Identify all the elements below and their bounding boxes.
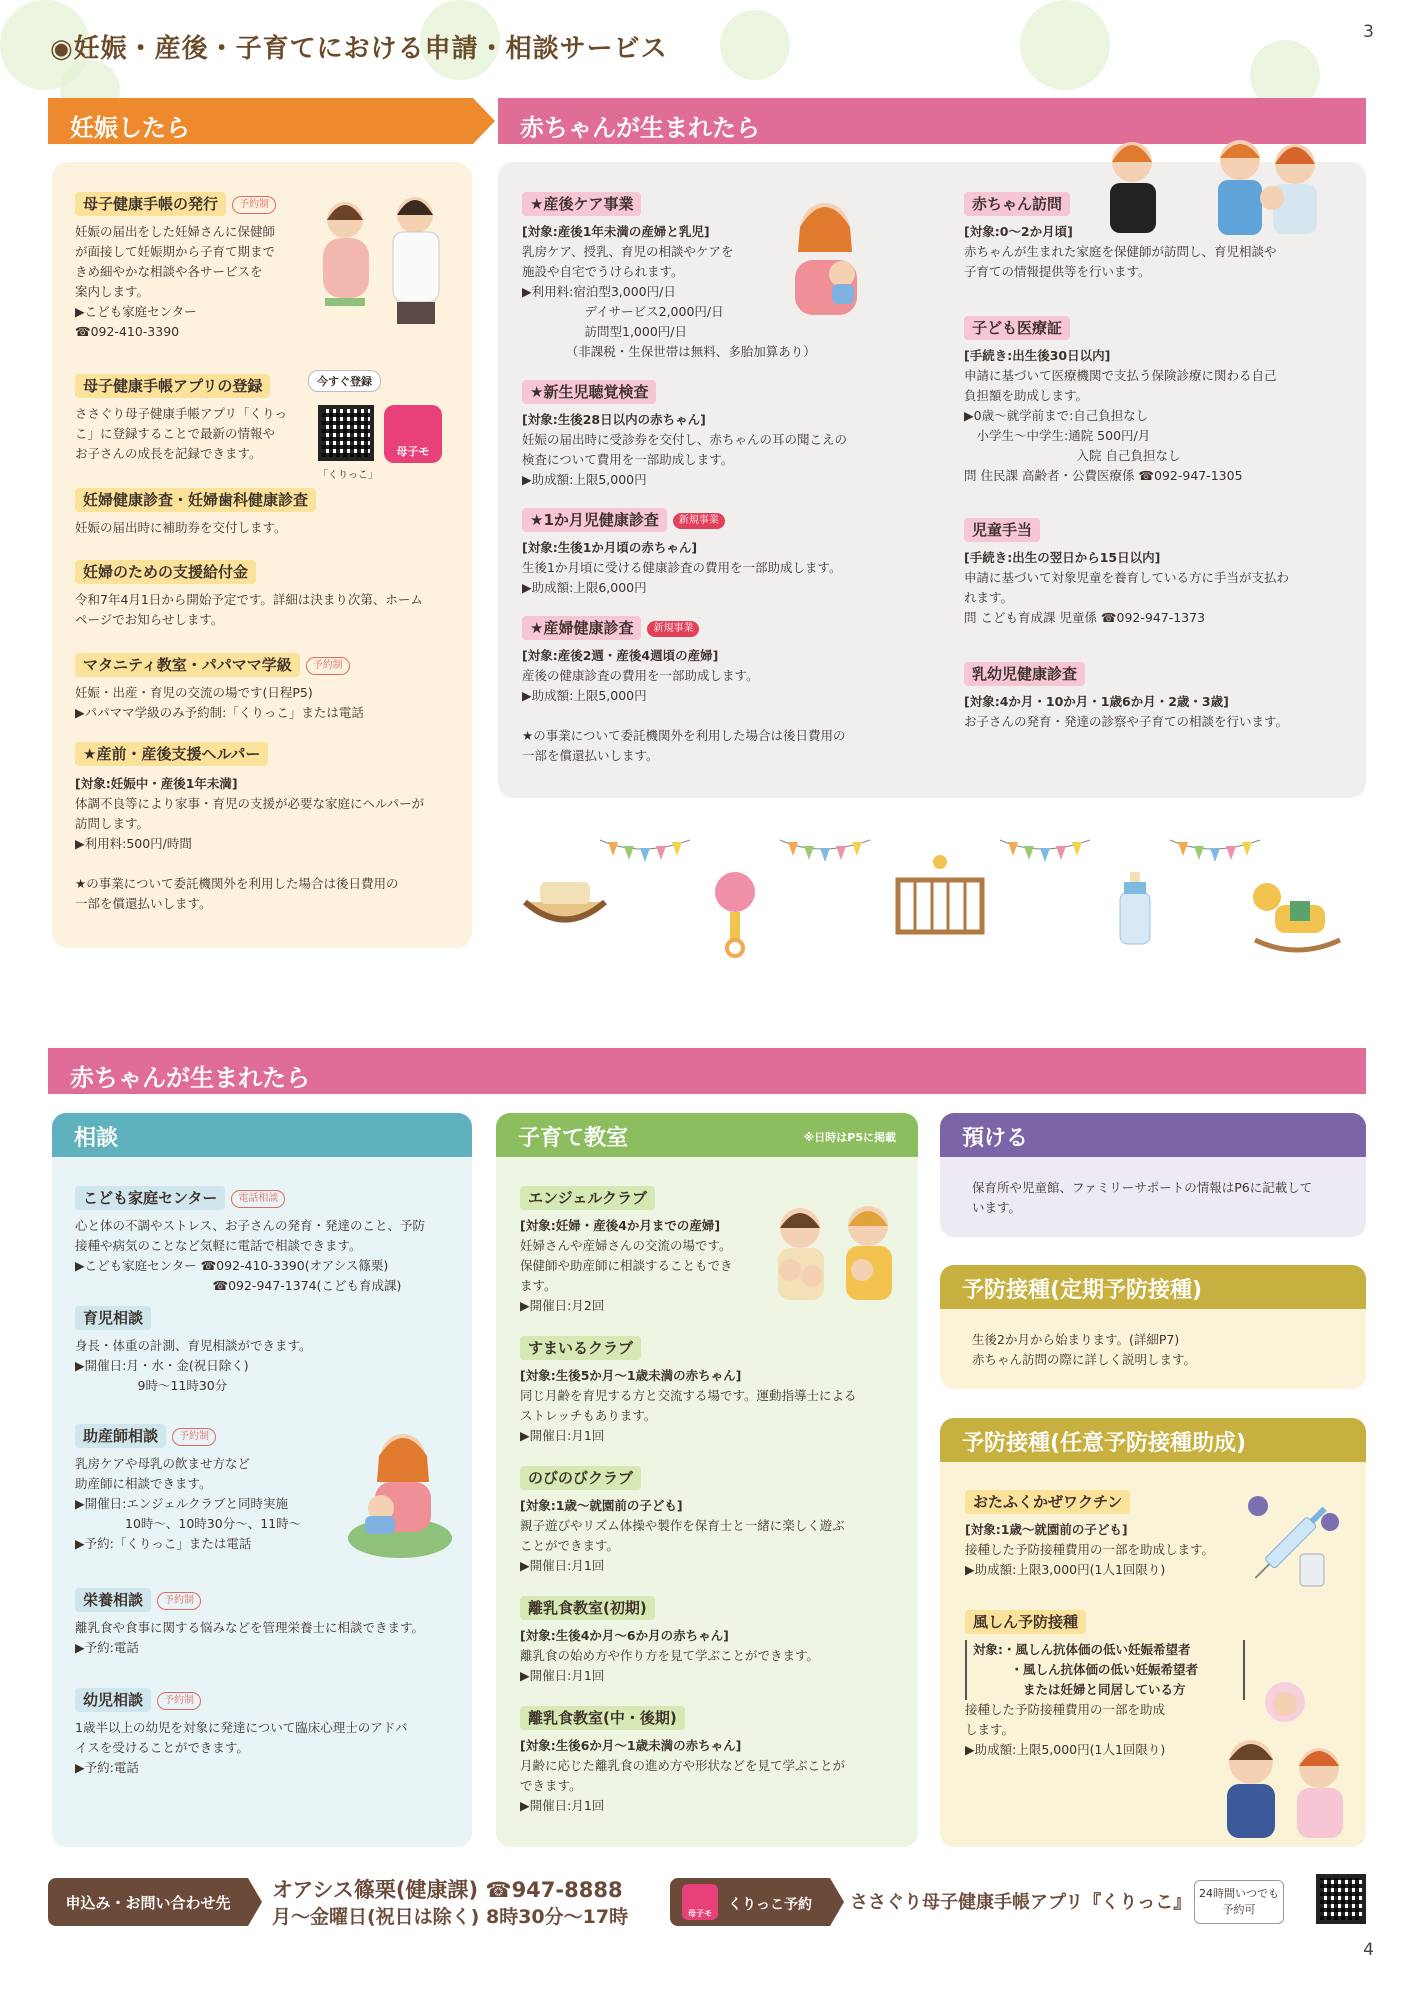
contact-label: 申込み・お問い合わせ先 [48, 1878, 248, 1926]
syringe-icon [1230, 1492, 1350, 1592]
item-body: 妊娠の届出時に補助券を交付します。 [75, 520, 287, 535]
item-target: [対象:1歳～就園前の子ども] [520, 1498, 683, 1513]
item-target: [対象:4か月・10か月・1歳6か月・2歳・3歳] [964, 694, 1229, 709]
consult-item-midwife [75, 1424, 355, 1554]
new-badge: 新規事業 [647, 621, 699, 637]
item-target: [対象:0～2か月頃] [964, 224, 1073, 239]
contact-hours: 月～金曜日(祝日は除く) 8時30分～17時 [272, 1906, 629, 1928]
class-item-nobinobi [520, 1466, 910, 1576]
consult-item-center [75, 1186, 460, 1296]
register-now-label[interactable]: 今すぐ登録 [308, 370, 381, 392]
vaccine-body: 生後2か月から始まります。(詳細P7) 赤ちゃん訪問の際に詳しく説明します。 [972, 1332, 1197, 1367]
item-target: [対象:生後5か月～1歳未満の赤ちゃん] [520, 1368, 742, 1383]
badge: 予約制 [172, 1428, 216, 1446]
vaccine-item-rubella [965, 1610, 1245, 1760]
contact-phone[interactable]: オアシス篠栗(健康課) ☎947-8888 [272, 1878, 623, 1902]
reservation-label: くりっこ予約 [728, 1897, 812, 1913]
item-body: 乳房ケアや母乳の飲ませ方など 助産師に相談できます。 ▶開催日:エンジェルクラブと同時実施 10時～、10時30分～、11時～ ▶予約:「くりっこ」または電話 [75, 1456, 302, 1551]
preg-item-benefit [75, 560, 460, 630]
item-title: ★産婦健康診査 [522, 616, 641, 640]
item-body: 1歳半以上の幼児を対象に発達について臨床心理士のアドバ イスを受けることができます。 ▶予約:電話 [75, 1720, 408, 1775]
badge: 予約制 [157, 1592, 201, 1610]
item-body: 身長・体重の計測、育児相談ができます。 ▶開催日:月・水・金(祝日除く) 9時～11時30分 [75, 1338, 312, 1393]
item-title: すまいるクラブ [520, 1336, 641, 1360]
consult-item-nutrition [75, 1588, 460, 1658]
mother-baby-illustration [780, 192, 880, 322]
item-body: 申請に基づいて対象児童を養育している方に手当が支払わ れます。 問 こども育成課 児童係 ☎092-947-1373 [964, 570, 1290, 625]
item-title: 母子健康手帳アプリの登録 [75, 374, 270, 398]
item-target: 対象:・風しん抗体価の低い妊娠希望者 ・風しん抗体価の低い妊娠希望者 または妊婦と同居している方 [965, 1640, 1245, 1700]
baby-item-hearing [522, 380, 902, 490]
item-body: 離乳食や食事に関する悩みなどを管理栄養士に相談できます。 ▶予約:電話 [75, 1620, 425, 1655]
item-title: 栄養相談 [75, 1588, 151, 1612]
item-title: 赤ちゃん訪問 [964, 192, 1070, 216]
item-target: [対象:妊娠中・産後1年未満] [75, 776, 238, 791]
parents-illustration [760, 1198, 910, 1308]
item-body: 月齢に応じた離乳食の進め方や形状などを見て学ぶことが できます。 ▶開催日:月1回 [520, 1758, 846, 1813]
baby-item-allowance [964, 518, 1344, 628]
item-title: 風しん予防接種 [965, 1610, 1086, 1634]
item-body: 赤ちゃんが生まれた家庭を保健師が訪問し、育児相談や 子育ての情報提供等を行います。 [964, 244, 1277, 279]
item-body: 接種した予防接種費用の一部を助成します。 ▶助成額:上限3,000円(1人1回限り) [965, 1542, 1215, 1577]
col-daycare-header: 預ける [940, 1113, 1366, 1157]
item-title: 子ども医療証 [964, 316, 1070, 340]
item-body: 同じ月齢を育児する方と交流する場です。運動指導士による ストレッチもあります。 ▶開催日:月1回 [520, 1388, 857, 1443]
preg-item-checkup [75, 488, 455, 538]
item-body: 心と体の不調やストレス、お子さんの発育・発達のこと、予防 接種や病気のことなど気軽に電話で相談できます。 ▶こども家庭センター ☎092-410-3390(オアシス篠栗) ☎092-947-1374(こども育成課) [75, 1218, 426, 1293]
consult-item-toddler [75, 1688, 460, 1778]
item-target: [手続き:出生の翌日から15日以内] [964, 550, 1161, 565]
couple-illustration [1215, 1680, 1355, 1840]
item-title: 離乳食教室(中・後期) [520, 1706, 685, 1730]
qr-code-icon[interactable] [318, 405, 374, 461]
page-number-bottom: 4 [1363, 1940, 1374, 1960]
item-target: [対象:1歳～就園前の子ども] [965, 1522, 1128, 1537]
item-body: 申請に基づいて医療機関で支払う保険診療に関わる自己 負担額を助成します。 ▶0歳～就学前まで:自己負担なし 小学生～中学生:通院 500円/月 入院 自己負担なし 問 住民課 高齢者・公費医療係 ☎092-947-1305 [964, 368, 1277, 483]
item-body: 離乳食の始め方や作り方を見て学ぶことができます。 ▶開催日:月1回 [520, 1648, 820, 1683]
preg-item-maternity [75, 653, 460, 723]
item-body: 親子遊びやリズム体操や製作を保育士と一緒に楽しく遊ぶ ことができます。 ▶開催日:月1回 [520, 1518, 845, 1573]
item-body: 妊娠の届出時に受診券を交付し、赤ちゃんの耳の聞こえの 検査について費用を一部助成します。 ▶助成額:上限5,000円 [522, 432, 848, 487]
item-title: ★1か月児健康診査 [522, 508, 667, 532]
item-body: 妊婦さんや産婦さんの交流の場です。 保健師や助産師に相談することもでき ます。 ▶開催日:月2回 [520, 1238, 733, 1313]
class-item-smile [520, 1336, 910, 1446]
badge: 予約制 [157, 1692, 201, 1710]
item-body: お子さんの発育・発達の診察や子育ての相談を行います。 [964, 714, 1289, 729]
item-title: ★産後ケア事業 [522, 192, 641, 216]
item-title: 妊婦健康診査・妊婦歯科健康診査 [75, 488, 316, 512]
crib-icon [890, 850, 990, 940]
boshimo-logo-icon: 母子モ [384, 405, 442, 463]
new-badge: 新規事業 [673, 513, 725, 529]
baby-item-infant-checkup [964, 662, 1344, 732]
vaccine-item-mumps [965, 1490, 1245, 1580]
arrow-icon [473, 98, 495, 144]
page-title: ◉妊娠・産後・子育てにおける申請・相談サービス [50, 34, 668, 64]
qr-code-icon[interactable] [1316, 1874, 1366, 1924]
item-target: [対象:生後28日以内の赤ちゃん] [522, 412, 706, 427]
item-target: [対象:産後2週・産後4週頃の産婦] [522, 648, 719, 663]
item-title: 児童手当 [964, 518, 1040, 542]
boshimo-logo-icon: 母子モ [682, 1884, 718, 1920]
item-title: こども家庭センター [75, 1186, 225, 1210]
col-class-header: 子育て教室 ※日時はP5に掲載 [496, 1113, 918, 1157]
preg-item-app [75, 374, 305, 464]
rocking-horse-icon [1245, 875, 1350, 955]
section-band-baby: 赤ちゃんが生まれたら [48, 1048, 1366, 1094]
item-target: [対象:生後1か月頃の赤ちゃん] [522, 540, 698, 555]
item-title: マタニティ教室・パパママ学級 [75, 653, 300, 677]
item-body: 産後の健康診査の費用を一部助成します。 ▶助成額:上限5,000円 ★の事業について委託機関外を利用した場合は後日費用の 一部を償還払いします。 [522, 668, 846, 763]
item-title: のびのびクラブ [520, 1466, 641, 1490]
item-body: 乳房ケア、授乳、育児の相談やケアを 施設や自宅でうけられます。 ▶利用料:宿泊型3,000円/日 デイサービス2,000円/日 訪問型1,000円/日 （非課税・生保世帯は無料、多胎加算あり） [522, 244, 816, 359]
item-target: [対象:生後4か月～6か月の赤ちゃん] [520, 1628, 729, 1643]
nursing-mother-illustration [345, 1420, 455, 1560]
schedule-note: ※日時はP5に掲載 [803, 1131, 896, 1144]
item-body: 妊娠・出産・育児の交流の場です(日程P5) ▶パパママ学級のみ予約制:「くりっこ」または電話 [75, 685, 364, 720]
page-number-top: 3 [1363, 22, 1374, 42]
qr-label: 「くりっこ」 [318, 470, 378, 481]
item-body: 生後1か月頃に受ける健康診査の費用を一部助成します。 ▶助成額:上限6,000円 [522, 560, 842, 595]
baby-item-medical [964, 316, 1344, 486]
item-title: 離乳食教室(初期) [520, 1596, 655, 1620]
item-body: 接種した予防接種費用の一部を助成 します。 ▶助成額:上限5,000円(1人1回限り) [965, 1702, 1166, 1757]
item-title: 妊婦のための支援給付金 [75, 560, 256, 584]
item-title: 助産師相談 [75, 1424, 166, 1448]
item-title: おたふくかぜワクチン [965, 1490, 1130, 1514]
item-title: エンジェルクラブ [520, 1186, 655, 1210]
baby-item-1month [522, 508, 902, 598]
tab-pregnancy: 妊娠したら [48, 98, 473, 144]
clover-decoration [1020, 0, 1110, 90]
class-item-weaning-late [520, 1706, 910, 1816]
available-24h-box: 24時間いつでも 予約可 [1194, 1880, 1284, 1924]
col-consult-header: 相談 [52, 1113, 472, 1157]
item-title: 育児相談 [75, 1306, 151, 1330]
item-title: ★産前・産後支援ヘルパー [75, 742, 268, 766]
arrow-icon [248, 1878, 262, 1926]
item-body: ささぐり母子健康手帳アプリ「くりっ こ」に登録することで最新の情報や お子さんの成長を記録できます。 [75, 406, 288, 461]
item-target: [対象:生後6か月～1歳未満の赤ちゃん] [520, 1738, 742, 1753]
item-target: [手続き:出生後30日以内] [964, 348, 1111, 363]
consult-item-childcare [75, 1306, 460, 1396]
baby-item-visit [964, 192, 1344, 282]
clover-decoration [720, 10, 790, 80]
app-name[interactable]: ささぐり母子健康手帳アプリ『くりっこ』 [850, 1892, 1192, 1913]
rattle-icon [710, 868, 760, 958]
item-body: 令和7年4月1日から開始予定です。詳細は決まり次第、ホーム ページでお知らせします。 [75, 592, 423, 627]
item-body: 体調不良等により家事・育児の支援が必要な家庭にヘルパーが 訪問します。 ▶利用料:500円/時間 ★の事業について委託機関外を利用した場合は後日費用の 一部を償還払いします。 [75, 796, 425, 911]
class-item-angel [520, 1186, 780, 1316]
badge: 予約制 [306, 657, 350, 675]
item-title: 母子健康手帳の発行 [75, 192, 226, 216]
preg-item-handbook [75, 192, 315, 342]
daycare-body: 保育所や児童館、ファミリーサポートの情報はP6に記載して います。 [972, 1180, 1313, 1215]
item-body: 妊娠の届出をした妊婦さんに保健師 が面接して妊娠期から子育て期まで きめ細やかな相談や各サービスを 案内します。 ▶こども家庭センター ☎092-410-3390 [75, 224, 276, 339]
item-title: 乳幼児健康診査 [964, 662, 1085, 686]
baby-bottle-icon [1110, 870, 1160, 950]
badge: 予約制 [232, 196, 276, 214]
item-title: ★新生児聴覚検査 [522, 380, 656, 404]
item-target: [対象:妊婦・産後4か月までの産婦] [520, 1218, 721, 1233]
col-optional-vaccine-header: 予防接種(任意予防接種助成) [940, 1418, 1366, 1462]
badge: 電話相談 [231, 1190, 285, 1208]
class-item-weaning-early [520, 1596, 910, 1686]
item-title: 幼児相談 [75, 1688, 151, 1712]
baby-item-maternal-checkup [522, 616, 902, 766]
consultation-illustration [305, 180, 455, 340]
item-target: [対象:産後1年未満の産婦と乳児] [522, 224, 710, 239]
preg-item-helper [75, 742, 460, 914]
cradle-icon [515, 862, 615, 932]
col-vaccine-header: 予防接種(定期予防接種) [940, 1265, 1366, 1309]
tab-baby: 赤ちゃんが生まれたら [498, 98, 1366, 144]
arrow-icon [830, 1878, 844, 1926]
